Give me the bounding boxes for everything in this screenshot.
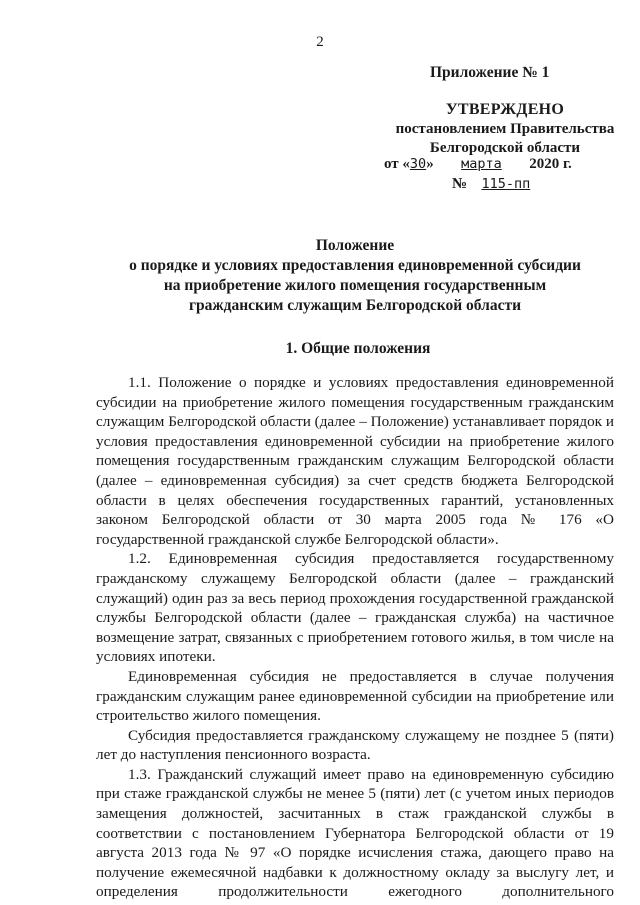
number-value: 115-пп xyxy=(481,176,531,192)
approved-stamp-heading: УТВЕРЖДЕНО xyxy=(445,101,565,118)
approval-line-1: постановлением Правительства xyxy=(395,121,615,137)
paragraph-1-2: 1.2. Единовременная субсидия предоставляется государственному гражданскому служащему Белгородской области (далее – гражданский служащий) один раз за весь период прохождения государственной гражданской службы Белгородской области (далее – гражданская служба) на частичное возмещение затрат, связанных с приобретением готового жилья, в том числе на условиях ипотеки. xyxy=(96,550,614,666)
date-month: марта xyxy=(461,156,502,172)
date-day: 30 xyxy=(409,156,427,172)
date-mid: » xyxy=(426,156,434,172)
paragraph-age-limit: Субсидия предоставляется гражданскому служащему не позднее 5 (пяти) лет до наступления пенсионного возраста. xyxy=(96,726,614,764)
approval-date xyxy=(384,156,572,173)
title-line-2: о порядке и условиях предоставления единовременной субсидии xyxy=(129,257,581,274)
title-line-3: на приобретение жилого помещения государственным xyxy=(163,277,547,294)
date-prefix: от « xyxy=(384,156,410,172)
body-text xyxy=(96,373,614,902)
approval-line-2: Белгородской области xyxy=(429,140,581,156)
date-year: 2020 г. xyxy=(529,156,572,172)
annex-label: Приложение № 1 xyxy=(430,64,550,81)
paragraph-1-1: 1.1. Положение о порядке и условиях предоставления единовременной субсидии на приобретение жилого помещения государственным гражданским служащим Белгородской области (далее – Положение) устанавливает порядок и условия предоставления единовременной субсидии на приобретение жилого помещения государственным гражданским служащим Белгородской области (далее – единовременная субсидия) за счет средств бюджета Белгородской области в целях обеспечения государственных гарантий, установленных законом Белгородской области от 30 марта 2005 года № 176 «О государственной гражданской службе Белгородской области». xyxy=(96,374,614,548)
approval-number xyxy=(452,176,541,193)
number-label: № xyxy=(452,176,468,192)
document-title xyxy=(90,236,620,316)
paragraph-1-3: 1.3. Гражданский служащий имеет право на единовременную субсидию при стаже гражданской службы не менее 5 (пяти) лет (с учетом иных периодов замещения должностей, засчитанных в стаж гражданской службы в соответствии с постановлением Губернатора Белгородской области от 19 августа 2013 года № 97 «О порядке исчисления стажа, дающего право на получение ежемесячной надбавки к должностному окладу за выслугу лет, и определения продолжительности ежегодного дополнительного xyxy=(96,765,614,901)
title-line-4: гражданским служащим Белгородской области xyxy=(188,297,522,314)
title-line-1: Положение xyxy=(315,237,395,254)
section-heading: 1. Общие положения xyxy=(285,340,431,357)
paragraph-exclusion: Единовременная субсидия не предоставляется в случае получения гражданским служащим ранее единовременной субсидии на приобретение или строительство жилого помещения. xyxy=(96,667,614,725)
page-number: 2 xyxy=(316,34,324,50)
